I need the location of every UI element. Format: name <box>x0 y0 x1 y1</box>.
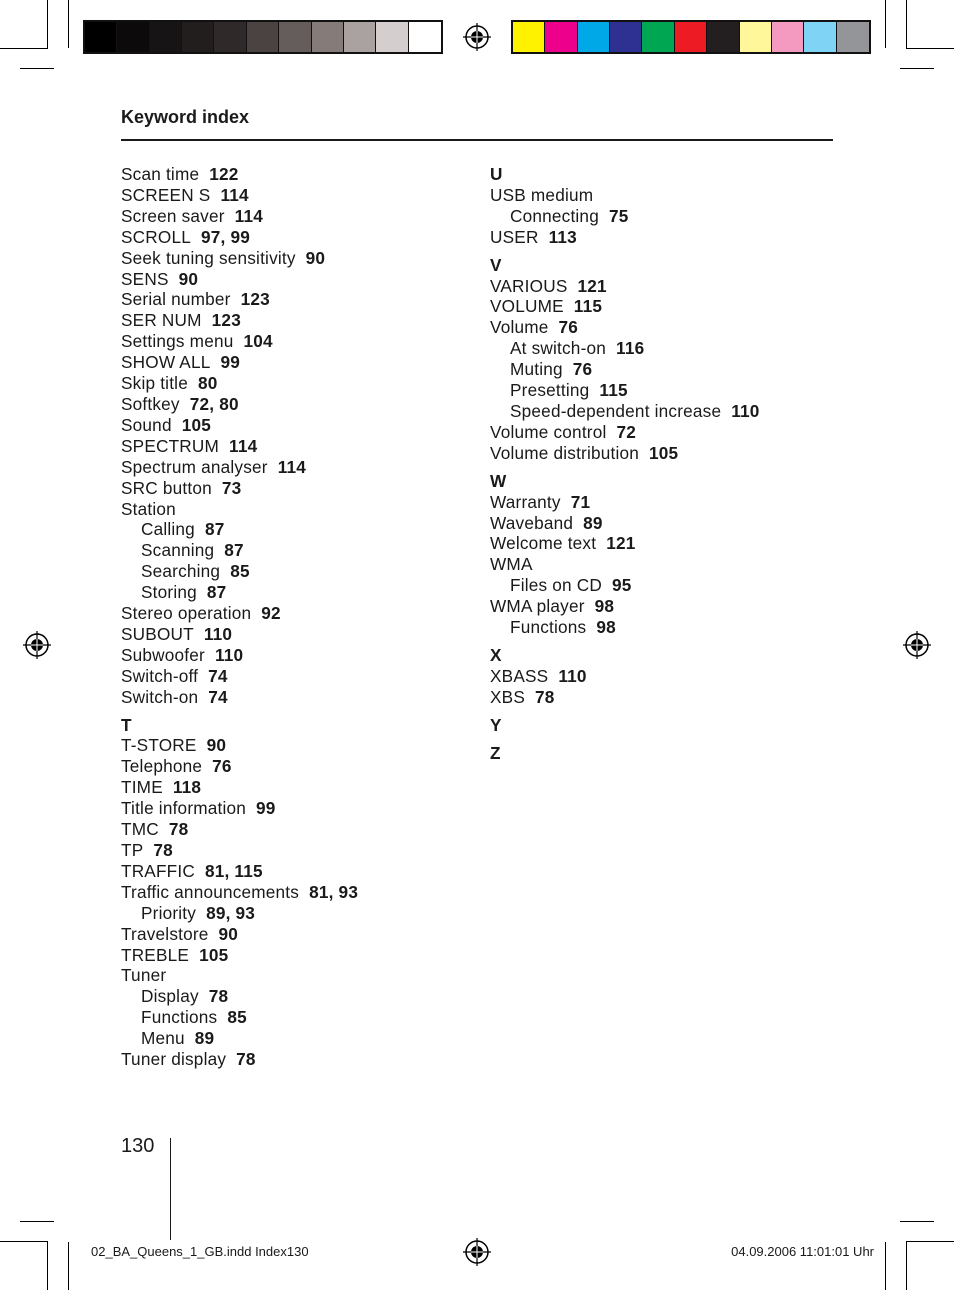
index-entry <box>490 317 760 338</box>
index-term: Travelstore <box>121 923 209 944</box>
index-entry <box>121 924 358 945</box>
index-letter-heading: V <box>490 254 502 275</box>
index-page-ref: 71 <box>570 491 591 512</box>
index-page-ref: 115 <box>573 296 603 317</box>
index-entry <box>121 777 358 798</box>
index-page-ref: 114 <box>229 435 258 456</box>
slug-date-info: 04.09.2006 11:01:01 Uhr <box>731 1244 874 1259</box>
index-subentry <box>121 1028 358 1049</box>
index-term: Switch-on <box>121 686 199 707</box>
index-term: Sound <box>121 414 172 435</box>
index-entry <box>121 478 358 499</box>
index-term: XBS <box>490 686 525 707</box>
color-swatch <box>247 22 279 52</box>
color-swatch <box>344 22 376 52</box>
page-title: Keyword index <box>121 107 250 127</box>
index-page-ref: 105 <box>199 944 229 965</box>
index-term: SCREEN S <box>121 184 211 205</box>
index-page-ref: 116 <box>616 338 645 359</box>
index-term: Presetting <box>510 380 590 401</box>
color-swatch <box>279 22 311 52</box>
index-entry <box>121 819 358 840</box>
crop-mark <box>906 1242 907 1290</box>
index-term: Telephone <box>121 756 203 777</box>
color-swatch <box>675 22 707 52</box>
color-swatch <box>707 22 739 52</box>
color-swatch <box>837 22 869 52</box>
index-page-ref: 85 <box>227 1007 247 1028</box>
index-term: SPECTRUM <box>121 435 220 456</box>
index-term: SHOW ALL <box>121 352 211 373</box>
index-term: Station <box>121 498 176 519</box>
index-entry <box>490 185 760 206</box>
crop-mark <box>885 1242 886 1290</box>
index-term: Volume control <box>490 421 607 442</box>
index-term: Display <box>141 986 199 1007</box>
crop-mark <box>0 48 48 49</box>
index-entry <box>490 666 760 687</box>
index-term: USER <box>490 226 539 247</box>
index-entry <box>121 206 358 227</box>
slug-file-info: 02_BA_Queens_1_GB.indd Index130 <box>91 1244 309 1259</box>
index-page-ref: 72 <box>616 421 637 442</box>
color-swatch <box>117 22 149 52</box>
crop-mark <box>906 0 907 48</box>
index-entry <box>121 624 358 645</box>
color-swatch <box>804 22 836 52</box>
index-entry <box>490 227 760 248</box>
index-term: Volume <box>490 317 549 338</box>
index-term: SUBOUT <box>121 623 194 644</box>
index-entry <box>490 687 760 708</box>
index-page-ref: 73 <box>221 477 242 498</box>
crop-mark <box>885 0 886 48</box>
index-subentry <box>121 540 358 561</box>
index-entry <box>121 666 358 687</box>
registration-mark-icon <box>903 631 931 659</box>
color-swatch <box>740 22 772 52</box>
index-subentry <box>121 519 358 540</box>
index-page-ref: 90 <box>178 268 199 289</box>
index-term: Connecting <box>510 205 599 226</box>
index-letter-heading: Y <box>490 714 502 735</box>
color-swatch <box>85 22 117 52</box>
index-entry <box>121 945 358 966</box>
index-term: Serial number <box>121 289 231 310</box>
index-page-ref: 74 <box>208 665 228 686</box>
index-term: Seek tuning sensitivity <box>121 247 296 268</box>
index-term: Title information <box>121 798 247 819</box>
index-page-ref: 85 <box>230 561 250 582</box>
index-page-ref: 92 <box>261 603 281 624</box>
index-term: Menu <box>141 1028 185 1049</box>
index-term: Scanning <box>141 540 215 561</box>
index-term: VOLUME <box>490 296 564 317</box>
index-term: Screen saver <box>121 205 225 226</box>
index-letter-heading: W <box>490 470 507 491</box>
index-entry <box>490 276 760 297</box>
index-page-ref: 78 <box>208 986 229 1007</box>
index-term: Traffic announcements <box>121 881 300 902</box>
index-term: Storing <box>141 582 197 603</box>
color-swatch <box>312 22 344 52</box>
index-entry <box>121 227 358 248</box>
registration-mark-icon <box>23 631 51 659</box>
index-term: Scan time <box>121 164 200 184</box>
index-page-ref: 98 <box>596 617 616 638</box>
index-entry <box>121 756 358 777</box>
index-letter-heading: Z <box>490 742 501 763</box>
index-page-ref: 98 <box>594 596 615 617</box>
crop-mark <box>47 1242 48 1290</box>
index-term: SENS <box>121 268 169 289</box>
index-page-ref: 95 <box>611 575 632 596</box>
index-page-ref: 78 <box>236 1049 256 1070</box>
index-term: Muting <box>510 359 563 380</box>
index-subentry <box>490 338 760 359</box>
color-swatch <box>513 22 545 52</box>
index-page-ref: 110 <box>558 665 587 686</box>
index-subentry <box>490 206 760 227</box>
index-term: XBASS <box>490 665 549 686</box>
index-entry <box>490 296 760 317</box>
index-term: SER NUM <box>121 310 202 331</box>
index-column-left <box>121 164 358 1070</box>
index-page-ref: 90 <box>305 247 326 268</box>
registration-mark-icon <box>463 23 491 51</box>
index-term: TREBLE <box>121 944 190 965</box>
index-page-ref: 90 <box>206 735 227 756</box>
index-entry <box>121 248 358 269</box>
index-column-right <box>490 164 760 763</box>
index-term: VARIOUS <box>490 275 568 296</box>
index-page-ref: 89 <box>194 1028 215 1049</box>
index-entry <box>121 603 358 624</box>
index-entry <box>121 457 358 478</box>
index-entry <box>121 436 358 457</box>
index-entry <box>121 310 358 331</box>
index-page-ref: 110 <box>203 623 233 644</box>
index-page-ref: 80 <box>197 373 218 394</box>
index-letter-heading: U <box>490 164 503 184</box>
index-subentry <box>490 401 760 422</box>
index-page-ref: 78 <box>168 819 189 840</box>
index-term: SCROLL <box>121 226 191 247</box>
index-term: SRC button <box>121 477 212 498</box>
index-page-ref: 78 <box>153 840 173 860</box>
color-swatch <box>150 22 182 52</box>
index-page-ref: 99 <box>256 798 276 819</box>
index-page-ref: 87 <box>204 519 225 540</box>
index-page-ref: 76 <box>572 359 593 380</box>
index-entry <box>121 331 358 352</box>
gray-calibration-bar <box>83 20 443 54</box>
index-entry <box>121 798 358 819</box>
color-swatch <box>214 22 246 52</box>
index-term: TP <box>121 840 144 860</box>
index-subentry <box>121 986 358 1007</box>
index-letter-heading: T <box>121 714 132 735</box>
color-swatch <box>376 22 408 52</box>
index-page-ref: 74 <box>208 686 228 707</box>
index-term: At switch-on <box>510 338 607 359</box>
index-entry <box>121 352 358 373</box>
index-entry <box>490 492 760 513</box>
index-term: Calling <box>141 519 195 540</box>
index-subentry <box>490 380 760 401</box>
index-term: Stereo operation <box>121 603 252 624</box>
index-letter-heading: X <box>490 644 502 665</box>
index-page-ref: 81, 93 <box>309 881 359 902</box>
index-page-ref: 87 <box>224 540 244 561</box>
index-term: Speed-dependent increase <box>510 400 722 421</box>
index-page-ref: 115 <box>599 380 628 401</box>
header-divider <box>121 139 833 141</box>
index-term: T-STORE <box>121 735 197 756</box>
index-page-ref: 122 <box>209 164 239 184</box>
color-swatch <box>578 22 610 52</box>
index-page-ref: 114 <box>234 205 263 226</box>
index-entry <box>121 645 358 666</box>
index-entry <box>121 840 358 861</box>
index-page-ref: 114 <box>277 456 307 477</box>
index-term: Functions <box>510 617 587 638</box>
index-term: Files on CD <box>510 575 602 596</box>
index-term: Softkey <box>121 393 180 414</box>
index-term: Volume distribution <box>490 442 640 463</box>
index-entry <box>490 533 760 554</box>
index-page-ref: 72, 80 <box>189 393 239 414</box>
registration-mark-icon <box>463 1238 491 1266</box>
index-subentry <box>121 582 358 603</box>
color-swatch <box>182 22 214 52</box>
index-entry <box>490 513 760 534</box>
index-term: WMA <box>490 554 533 575</box>
index-entry <box>121 185 358 206</box>
index-entry <box>121 861 358 882</box>
crop-mark <box>906 48 954 49</box>
index-term: Tuner display <box>121 1049 227 1070</box>
index-entry <box>490 596 760 617</box>
index-page-ref: 110 <box>214 644 244 665</box>
index-term: Functions <box>141 1007 218 1028</box>
index-page-ref: 81, 115 <box>204 860 263 881</box>
color-swatch <box>642 22 674 52</box>
index-term: TRAFFIC <box>121 860 195 881</box>
index-page-ref: 90 <box>218 923 239 944</box>
index-term: Tuner <box>121 965 167 986</box>
index-term: Spectrum analyser <box>121 456 268 477</box>
index-entry <box>121 965 358 986</box>
index-subentry <box>490 575 760 596</box>
index-entry <box>121 499 358 520</box>
index-term: Skip title <box>121 373 188 394</box>
index-page-ref: 104 <box>243 331 273 352</box>
index-page-ref: 121 <box>577 275 607 296</box>
index-page-ref: 99 <box>220 352 241 373</box>
crop-mark <box>68 1242 69 1290</box>
page-number-rule <box>170 1138 171 1240</box>
index-page-ref: 105 <box>181 414 211 435</box>
index-entry <box>121 373 358 394</box>
index-entry <box>121 289 358 310</box>
index-term: TIME <box>121 777 163 798</box>
crop-mark <box>900 68 934 69</box>
index-entry <box>121 735 358 756</box>
index-page-ref: 123 <box>240 289 270 310</box>
index-page-ref: 75 <box>608 205 629 226</box>
index-term: USB medium <box>490 184 594 205</box>
crop-mark <box>900 1221 934 1222</box>
index-entry <box>121 269 358 290</box>
index-page-ref: 110 <box>731 400 760 421</box>
crop-mark <box>906 1241 954 1242</box>
index-page-ref: 118 <box>172 777 202 798</box>
index-subentry <box>490 359 760 380</box>
index-term: Switch-off <box>121 665 199 686</box>
index-entry <box>490 554 760 575</box>
index-term: Warranty <box>490 491 561 512</box>
index-term: Waveband <box>490 512 574 533</box>
index-subentry <box>121 903 358 924</box>
index-page-ref: 121 <box>606 533 636 554</box>
index-entry <box>121 164 358 185</box>
index-entry <box>121 882 358 903</box>
index-term: Welcome text <box>490 533 597 554</box>
crop-mark <box>0 1241 48 1242</box>
index-page-ref: 123 <box>211 310 241 331</box>
index-entry <box>121 415 358 436</box>
index-entry <box>121 1049 358 1070</box>
crop-mark <box>20 68 54 69</box>
index-term: Priority <box>141 902 197 923</box>
index-entry <box>490 422 760 443</box>
index-page-ref: 76 <box>558 317 579 338</box>
index-page-ref: 114 <box>220 184 249 205</box>
index-term: WMA player <box>490 596 585 617</box>
crop-mark <box>20 1221 54 1222</box>
index-entry <box>490 443 760 464</box>
index-page-ref: 89 <box>583 512 603 533</box>
page-number: 130 <box>121 1135 155 1157</box>
color-calibration-bar <box>511 20 871 54</box>
index-entry <box>121 687 358 708</box>
index-subentry <box>121 561 358 582</box>
color-swatch <box>610 22 642 52</box>
index-page-ref: 87 <box>206 582 227 603</box>
index-entry <box>121 394 358 415</box>
index-term: Settings menu <box>121 331 234 352</box>
color-swatch <box>545 22 577 52</box>
index-page-ref: 89, 93 <box>206 902 256 923</box>
index-term: Subwoofer <box>121 644 205 665</box>
index-term: Searching <box>141 561 221 582</box>
color-swatch <box>772 22 804 52</box>
index-page-ref: 113 <box>548 226 577 247</box>
index-subentry <box>121 1007 358 1028</box>
color-swatch <box>409 22 441 52</box>
index-subentry <box>490 617 760 638</box>
index-page-ref: 97, 99 <box>200 226 250 247</box>
crop-mark <box>68 0 69 48</box>
index-page-ref: 78 <box>535 686 555 707</box>
index-term: TMC <box>121 819 159 840</box>
index-page-ref: 76 <box>212 756 232 777</box>
index-page-ref: 105 <box>649 442 679 463</box>
crop-mark <box>47 0 48 48</box>
